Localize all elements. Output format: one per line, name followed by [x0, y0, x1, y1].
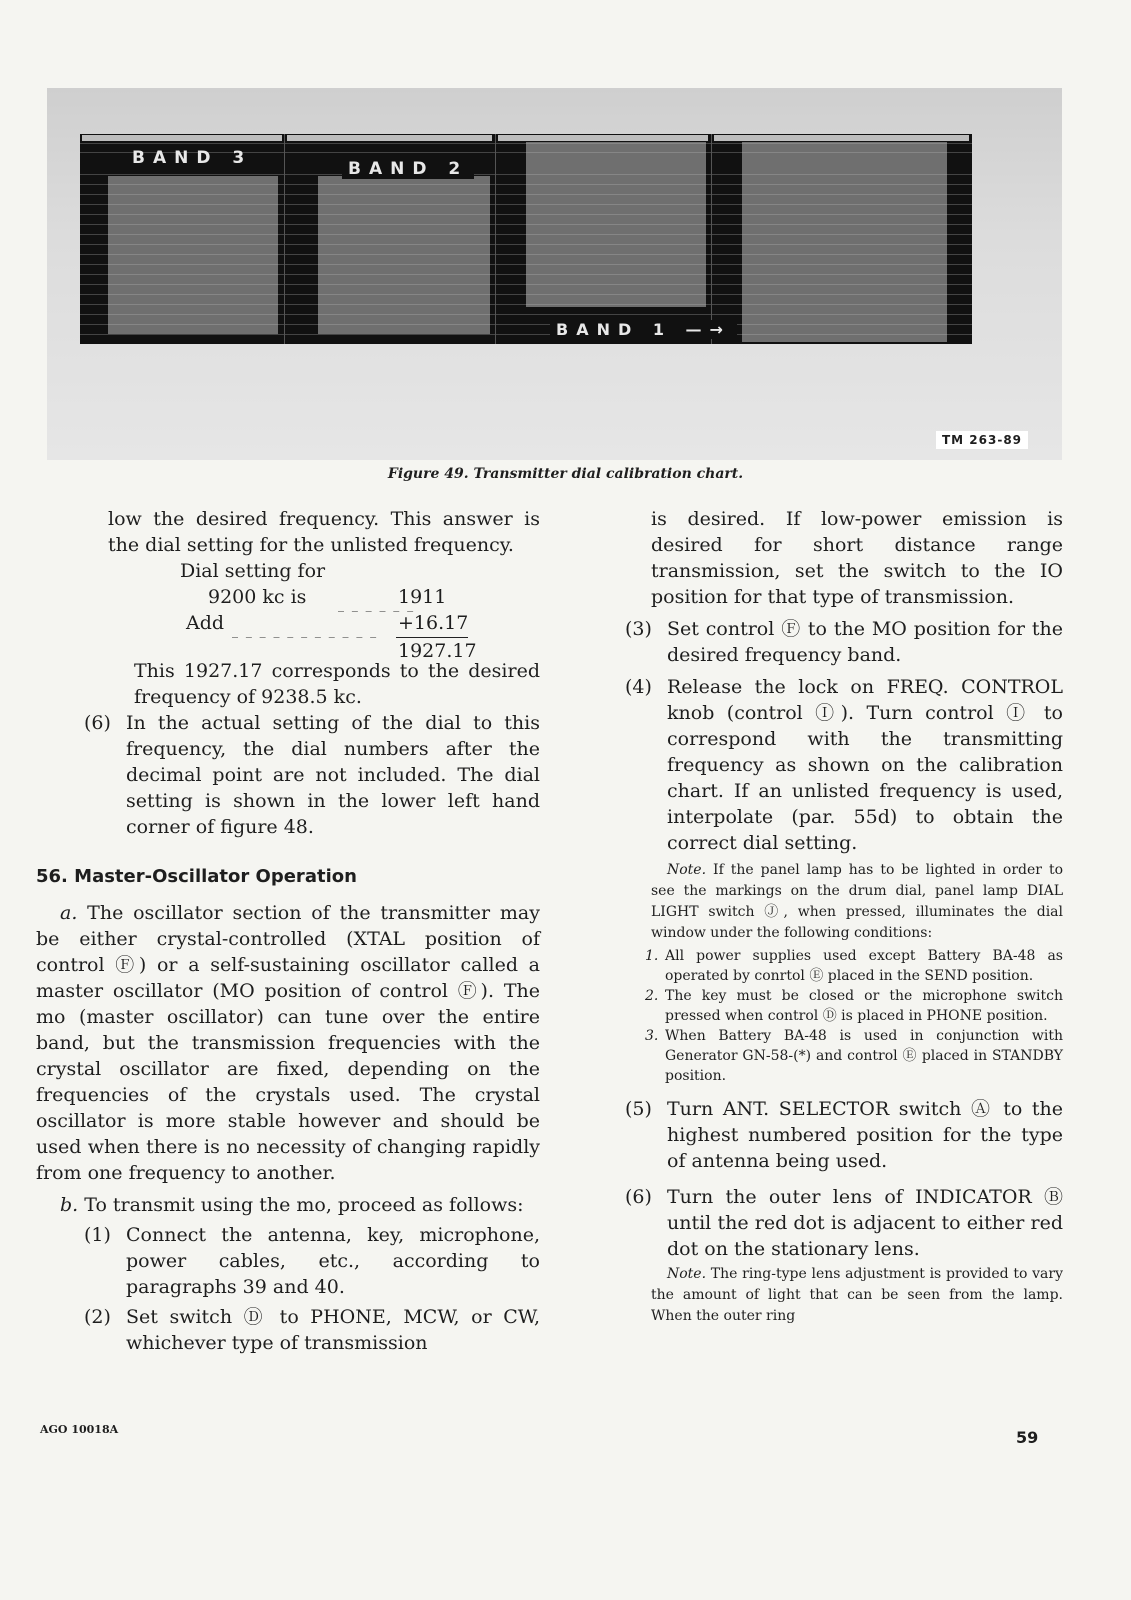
note-2 [625, 1264, 1063, 1327]
paragraph-a-letter: a. [60, 902, 78, 924]
step-6-left-text: In the actual setting of the dial to this frequency, the dial numbers after the decimal point are not included. The dial setting is shown in the lower left hand corner of figure 48. [126, 712, 540, 838]
step-6-left-number: (6) [84, 712, 111, 734]
note-1 [625, 860, 1063, 944]
step-3-text: Set control Ⓕ to the MO position for the desired frequency band. [667, 618, 1063, 666]
step-5-number: (5) [625, 1098, 652, 1120]
step-3 [625, 616, 1063, 668]
note-item-3-number: 3. [645, 1028, 659, 1044]
paragraph-b-text: To transmit using the mo, proceed as follows: [84, 1194, 524, 1216]
note-2-label: Note. [667, 1266, 707, 1282]
note-item-2-number: 2. [645, 988, 659, 1004]
calc-dots: _ _ _ _ _ _ [338, 598, 416, 612]
continued-paragraph: is desired. If low-power emission is desired for short distance range transmission, set the switch to the IO position for that type of transmission. [651, 508, 1063, 608]
step-6-right-number: (6) [625, 1186, 652, 1208]
step-2-text: Set switch Ⓓ to PHONE, MCW, or CW, whichever type of transmission [126, 1306, 540, 1354]
note-item-3 [625, 1026, 1063, 1086]
paragraph-a-text: The oscillator section of the transmitter may be either crystal-controlled (XTAL position of control Ⓕ) or a self-sustaining oscillator called a master oscillator (MO position of control Ⓕ). The mo (master oscillator) can tune over the entire band, but the transmission frequencies with the crystal oscillator are fixed, depending on the frequencies of the crystals used. The crystal oscillator is more stable however and should be used when there is no necessity of changing rapidly from one frequency to another. [36, 902, 540, 1184]
band-3-label: BAND 3 [132, 148, 253, 168]
calc-label-add: Add [186, 612, 225, 634]
calibration-chart [80, 134, 972, 344]
step-6-right-text: Turn the outer lens of INDICATOR Ⓑ until the red dot is adjacent to either red dot on the stationary lens. [667, 1186, 1063, 1260]
note-2-text: The ring-type lens adjustment is provided to vary the amount of light that can be seen from the lamp. When the outer ring [651, 1266, 1063, 1324]
note-1-label: Note. [667, 862, 707, 878]
calc-label-9200: 9200 kc is [208, 586, 307, 608]
band-1-label: BAND 1 —→ [550, 320, 737, 339]
after-calc-paragraph: This 1927.17 corresponds to the desired frequency of 9238.5 kc. [134, 660, 540, 708]
chart-header-strip [287, 135, 492, 141]
section-heading: 56. Master-Oscillator Operation [36, 866, 357, 887]
band-2-values [318, 176, 490, 334]
paragraph-a [36, 900, 540, 1186]
paragraph-b-letter: b. [60, 1194, 79, 1216]
step-2-number: (2) [84, 1306, 111, 1328]
chart-divider [495, 134, 496, 344]
chart-divider [284, 134, 285, 344]
note-item-2 [625, 986, 1063, 1026]
band-1b-values [742, 142, 947, 342]
step-3-number: (3) [625, 618, 652, 640]
paragraph-b [36, 1192, 540, 1218]
chart-header-strip [498, 135, 708, 141]
step-1-text: Connect the antenna, key, microphone, power cables, etc., according to paragraphs 39 and 40. [126, 1224, 540, 1298]
note-item-2-text: The key must be closed or the microphone switch pressed when control Ⓓ is placed in PHONE position. [665, 988, 1063, 1024]
tm-number-tag: TM 263-89 [936, 431, 1028, 449]
step-4 [625, 674, 1063, 856]
ago-number: AGO 10018A [40, 1423, 119, 1436]
left-column [36, 506, 540, 1356]
step-5-text: Turn ANT. SELECTOR switch Ⓐ to the highest numbered position for the type of antenna being used. [667, 1098, 1063, 1172]
note-item-1-number: 1. [645, 948, 659, 964]
chart-header-strip [714, 135, 969, 141]
calc-value-1911: 1911 [398, 586, 447, 608]
step-4-number: (4) [625, 676, 652, 698]
band-2-label: BAND 2 [342, 159, 474, 179]
calc-line1: Dial setting for [180, 560, 326, 582]
step-2 [84, 1304, 540, 1356]
chart-header-strip [82, 135, 282, 141]
note-item-1-text: All power supplies used except Battery BA-48 as operated by conrtol Ⓔ placed in the SEND position. [665, 948, 1063, 984]
calc-dots: _ _ _ _ _ _ _ _ _ _ _ [232, 624, 379, 638]
calc-value-add: +16.17 [398, 612, 469, 634]
band-1a-values [526, 142, 706, 307]
intro-paragraph: low the desired frequency. This answer is the dial setting for the unlisted frequency. [108, 508, 540, 556]
step-6-left [84, 710, 540, 840]
note-item-1 [625, 946, 1063, 986]
step-5 [625, 1096, 1063, 1174]
step-4-text: Release the lock on FREQ. CONTROL knob (control Ⓘ). Turn control Ⓘ to correspond with the transmitting frequency as shown on the calibration chart. If an unlisted frequency is used, interpolate (par. 55d) to obtain the correct dial setting. [667, 676, 1063, 854]
chart-divider [711, 134, 712, 344]
step-6-right [625, 1184, 1063, 1262]
note-1-text: If the panel lamp has to be lighted in order to see the markings on the drum dial, panel lamp DIAL LIGHT switch Ⓙ, when pressed, illuminates the dial window under the following conditions: [651, 862, 1064, 941]
page-number: 59 [1016, 1428, 1039, 1447]
dial-calculation [108, 558, 540, 688]
note-item-3-text: When Battery BA-48 is used in conjunction with Generator GN-58-(*) and control Ⓔ placed in STANDBY position. [665, 1028, 1063, 1084]
step-1 [84, 1222, 540, 1300]
step-1-number: (1) [84, 1224, 111, 1246]
right-column [625, 506, 1063, 1327]
band-3-values [108, 176, 278, 334]
calc-total: 1927.17 [398, 640, 477, 662]
figure-caption: Figure 49. Transmitter dial calibration chart. [387, 466, 744, 482]
